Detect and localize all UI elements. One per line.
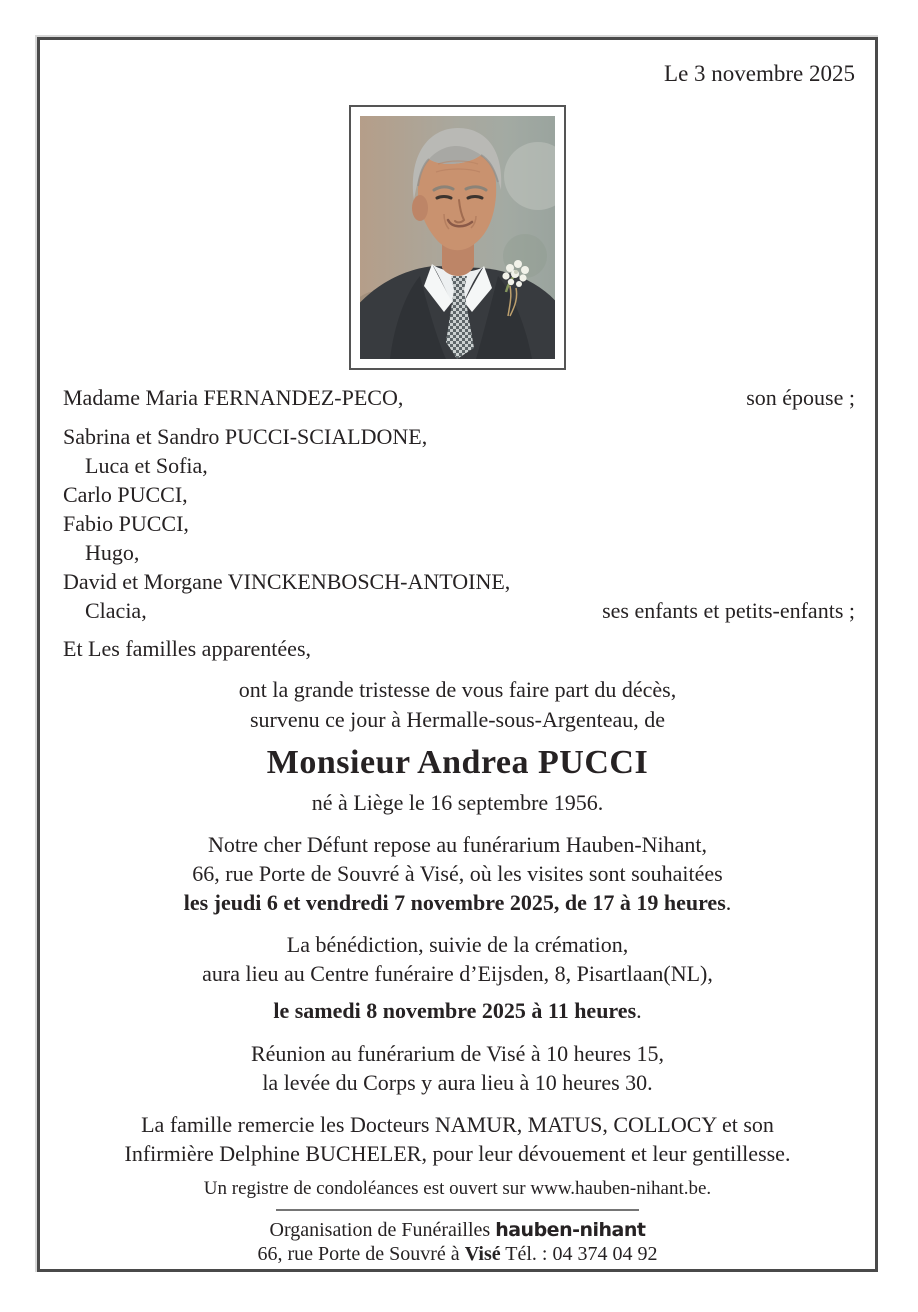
family-list bbox=[40, 383, 875, 663]
family-member: Madame Maria FERNANDEZ-PECO, bbox=[63, 385, 404, 410]
intro-line-2: survenu ce jour à Hermalle-sous-Argenteau, de bbox=[250, 707, 665, 732]
thanks-line-2: Infirmière Delphine BUCHELER, pour leur dévouement et leur gentillesse. bbox=[124, 1141, 791, 1166]
organisation-label: Organisation de Funérailles bbox=[269, 1219, 496, 1241]
date-line: Le 3 novembre 2025 bbox=[664, 61, 855, 86]
deceased-name: Monsieur Andrea PUCCI bbox=[266, 744, 649, 781]
wake-paragraph bbox=[40, 830, 875, 917]
document-frame bbox=[37, 37, 878, 1272]
family-member: David et Morgane VINCKENBOSCH-ANTOINE, bbox=[63, 569, 511, 594]
meeting-line-1: Réunion au funérarium de Visé à 10 heures 15, bbox=[250, 1041, 665, 1066]
footer-address-line bbox=[40, 1242, 875, 1266]
wake-line-2: 66, rue Porte de Souvré à Visé, où les visites sont souhaitées bbox=[192, 861, 723, 886]
relation-annotation: ses enfants et petits-enfants ; bbox=[602, 598, 855, 623]
portrait-photo bbox=[360, 116, 555, 359]
family-line bbox=[63, 509, 855, 538]
condolence-registry-line: Un registre de condoléances est ouvert sur www.hauben-nihant.be. bbox=[203, 1178, 712, 1199]
relation-annotation: son épouse ; bbox=[746, 385, 855, 410]
intro-line-1: ont la grande tristesse de vous faire part du décès, bbox=[238, 677, 677, 702]
family-line bbox=[63, 538, 855, 567]
family-line bbox=[63, 596, 855, 625]
funeral-home-logo: hauben-nihant bbox=[495, 1219, 646, 1241]
family-member: Clacia, bbox=[85, 598, 147, 623]
announcement-intro bbox=[40, 675, 875, 735]
family-member: Hugo, bbox=[85, 540, 140, 565]
address-city: Visé bbox=[464, 1243, 501, 1265]
thanks-paragraph bbox=[40, 1110, 875, 1168]
ceremony-line-1: La bénédiction, suivie de la crémation, bbox=[286, 932, 629, 957]
footer-organisation-line bbox=[40, 1218, 875, 1242]
wake-line-1: Notre cher Défunt repose au funérarium Hauben-Nihant, bbox=[207, 832, 708, 857]
family-line bbox=[63, 383, 855, 412]
address-prefix: 66, rue Porte de Souvré à bbox=[257, 1243, 465, 1265]
ceremony-date-line: le samedi 8 novembre 2025 à 11 heures. bbox=[273, 998, 642, 1023]
family-member: Carlo PUCCI, bbox=[63, 482, 188, 507]
thanks-line-1: La famille remercie les Docteurs NAMUR, MATUS, COLLOCY et son bbox=[141, 1112, 774, 1137]
meeting-paragraph bbox=[40, 1039, 875, 1097]
address-phone: Tél. : 04 374 04 92 bbox=[500, 1243, 658, 1265]
ceremony-line-2: aura lieu au Centre funéraire d’Eijsden, 8, Pisartlaan(NL), bbox=[202, 961, 713, 986]
family-member: Sabrina et Sandro PUCCI-SCIALDONE, bbox=[63, 424, 428, 449]
family-line bbox=[63, 634, 855, 663]
ceremony-paragraph bbox=[40, 930, 875, 1026]
family-member: Luca et Sofia, bbox=[85, 453, 208, 478]
wake-dates-line: les jeudi 6 et vendredi 7 novembre 2025, de 17 à 19 heures. bbox=[183, 890, 732, 915]
portrait-photo-wrap bbox=[349, 105, 566, 370]
family-member: Fabio PUCCI, bbox=[63, 511, 189, 536]
birth-line: né à Liège le 16 septembre 1956. bbox=[311, 790, 604, 815]
footer-separator bbox=[276, 1209, 639, 1211]
portrait-photo-frame bbox=[349, 105, 566, 370]
meeting-line-2: la levée du Corps y aura lieu à 10 heures 30. bbox=[262, 1070, 653, 1095]
family-member: Et Les familles apparentées, bbox=[63, 636, 312, 661]
family-line bbox=[63, 567, 855, 596]
family-line bbox=[63, 480, 855, 509]
family-line bbox=[63, 422, 855, 451]
family-line bbox=[63, 451, 855, 480]
